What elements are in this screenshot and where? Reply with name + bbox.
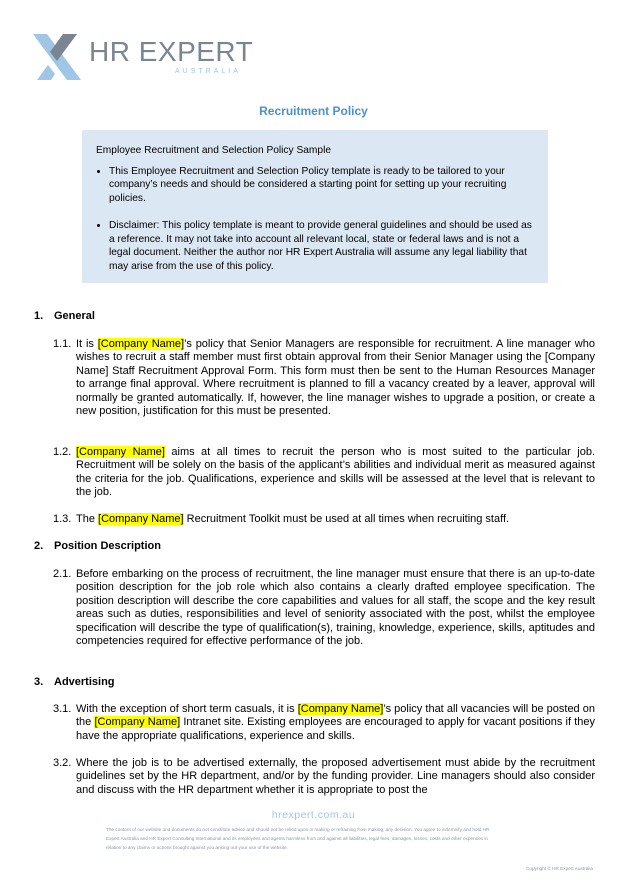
- clause-number: 1.3.: [53, 513, 72, 525]
- info-box-bullet: • Disclaimer: This policy template is meant to provide general guidelines and should be used as a reference. It may not take into account all relevant local, state or federal laws and is not a legal document. Neither the author nor HR Expert Australia will assume any legal liability that may arise from the use of this policy.: [109, 219, 534, 273]
- section-heading: [34, 310, 95, 322]
- info-box-list: [96, 165, 534, 274]
- info-box-bullet: • This Employee Recruitment and Selection Policy template is ready to be tailored to your company’s needs and should be considered a starting point for setting up your recruiting policies.: [109, 165, 534, 206]
- company-name-placeholder: [Company Name]: [98, 513, 184, 525]
- clause: [53, 513, 595, 526]
- clause: [53, 446, 595, 500]
- clause-text: Before embarking on the process of recruitment, the line manager must ensure that there is an up-to-date position description for the job role which also contains a clearly drafted employee specification. The position description will describe the core capabilities and values for all staff, the scope and the key result areas such as duties, responsibilities and level of seniority associated with the post, whilst the employee specification will describe the type of qualification(s), training, knowledge, experience, skills, aptitudes and competencies required for effective performance of the job.: [76, 568, 595, 648]
- clause-number: 1.1.: [53, 338, 72, 350]
- section-number: 2.: [34, 540, 44, 552]
- footer-url[interactable]: hrexpert.com.au: [271, 809, 356, 821]
- clause-text: With the exception of short term casuals, it is [Company Name]’s policy that all vacancies will be posted on the [Company Name] Intranet site. Existing employees are encouraged to apply for vacant positions if they have the appropriate qualifications, experience and skills.: [76, 703, 596, 742]
- section-number: 1.: [34, 310, 44, 322]
- clause-number: 2.1.: [53, 568, 72, 580]
- info-box-title: Employee Recruitment and Selection Policy Sample: [96, 145, 331, 156]
- section-number: 3.: [34, 676, 44, 688]
- logo-subtitle: AUSTRALIA: [175, 68, 241, 75]
- section-heading: [34, 676, 115, 688]
- clause-text: It is [Company Name]’s policy that Senior Managers are responsible for recruitment. A line manager who wishes to recruit a staff member must first obtain approval from their Senior Manager using the [Company Name] Staff Recruitment Approval Form. This form must then be sent to the Human Resources Manager to arrange final approval. Where recruitment is planned to fill a vacancy created by a leaver, approval will normally be granted automatically. If, however, the line manager wishes to upgrade a position, or create a new position, justification for this must be presented.: [76, 338, 595, 418]
- info-box: [82, 130, 548, 283]
- company-name-placeholder: [Company Name]: [97, 338, 185, 350]
- company-name-placeholder: [Company Name]: [94, 716, 181, 729]
- section-heading: [34, 540, 161, 552]
- hr-expert-logo-icon: [33, 34, 81, 80]
- clause: [53, 703, 595, 743]
- company-logo: [33, 34, 273, 80]
- footer-disclaimer: The content of our website and documents do not constitute advice and should not be relied upon in making or refraining from making, any decision. You agree to indemnify and hold HR Expert Australia and HR Expert Consulting International and its employees and agents harmless from and against all liabilities, legal fees, damages, losses, costs and other expenses in relation to any claims or actions brought against you arising out your use of the website.: [106, 827, 490, 850]
- clause-text: Where the job is to be advertised externally, the proposed advertisement must abide by the recruitment guidelines set by the HR department, and/or by the funding provider. Line managers should also consider and discuss with the HR department whether it is appropriate to post the: [76, 757, 595, 796]
- clause-number: 1.2.: [53, 446, 72, 458]
- section-title: General: [54, 310, 95, 322]
- document-title: Recruitment Policy: [259, 104, 368, 118]
- clause-number: 3.1.: [53, 703, 72, 715]
- clause-number: 3.2.: [53, 757, 72, 769]
- clause-text: The [Company Name] Recruitment Toolkit must be used at all times when recruiting staff.: [76, 513, 510, 525]
- company-name-placeholder: [Company Name]: [76, 446, 165, 458]
- section-title: Position Description: [54, 540, 161, 552]
- section-title: Advertising: [54, 676, 115, 688]
- clause: [53, 338, 595, 418]
- footer-copyright: Copyright © HR Expert Australia: [525, 866, 593, 871]
- clause-text: [Company Name] aims at all times to recruit the person who is most suited to the particular job. Recruitment will be solely on the basis of the applicant’s abilities and individual merit as measured against the criteria for the job. Qualifications, experience and skills will be assessed at the level that is relevant to the job.: [76, 446, 595, 499]
- logo-text: HR EXPERT: [89, 36, 254, 67]
- clause: [53, 568, 595, 648]
- company-name-placeholder: [Company Name]: [297, 703, 384, 715]
- clause: [53, 757, 595, 797]
